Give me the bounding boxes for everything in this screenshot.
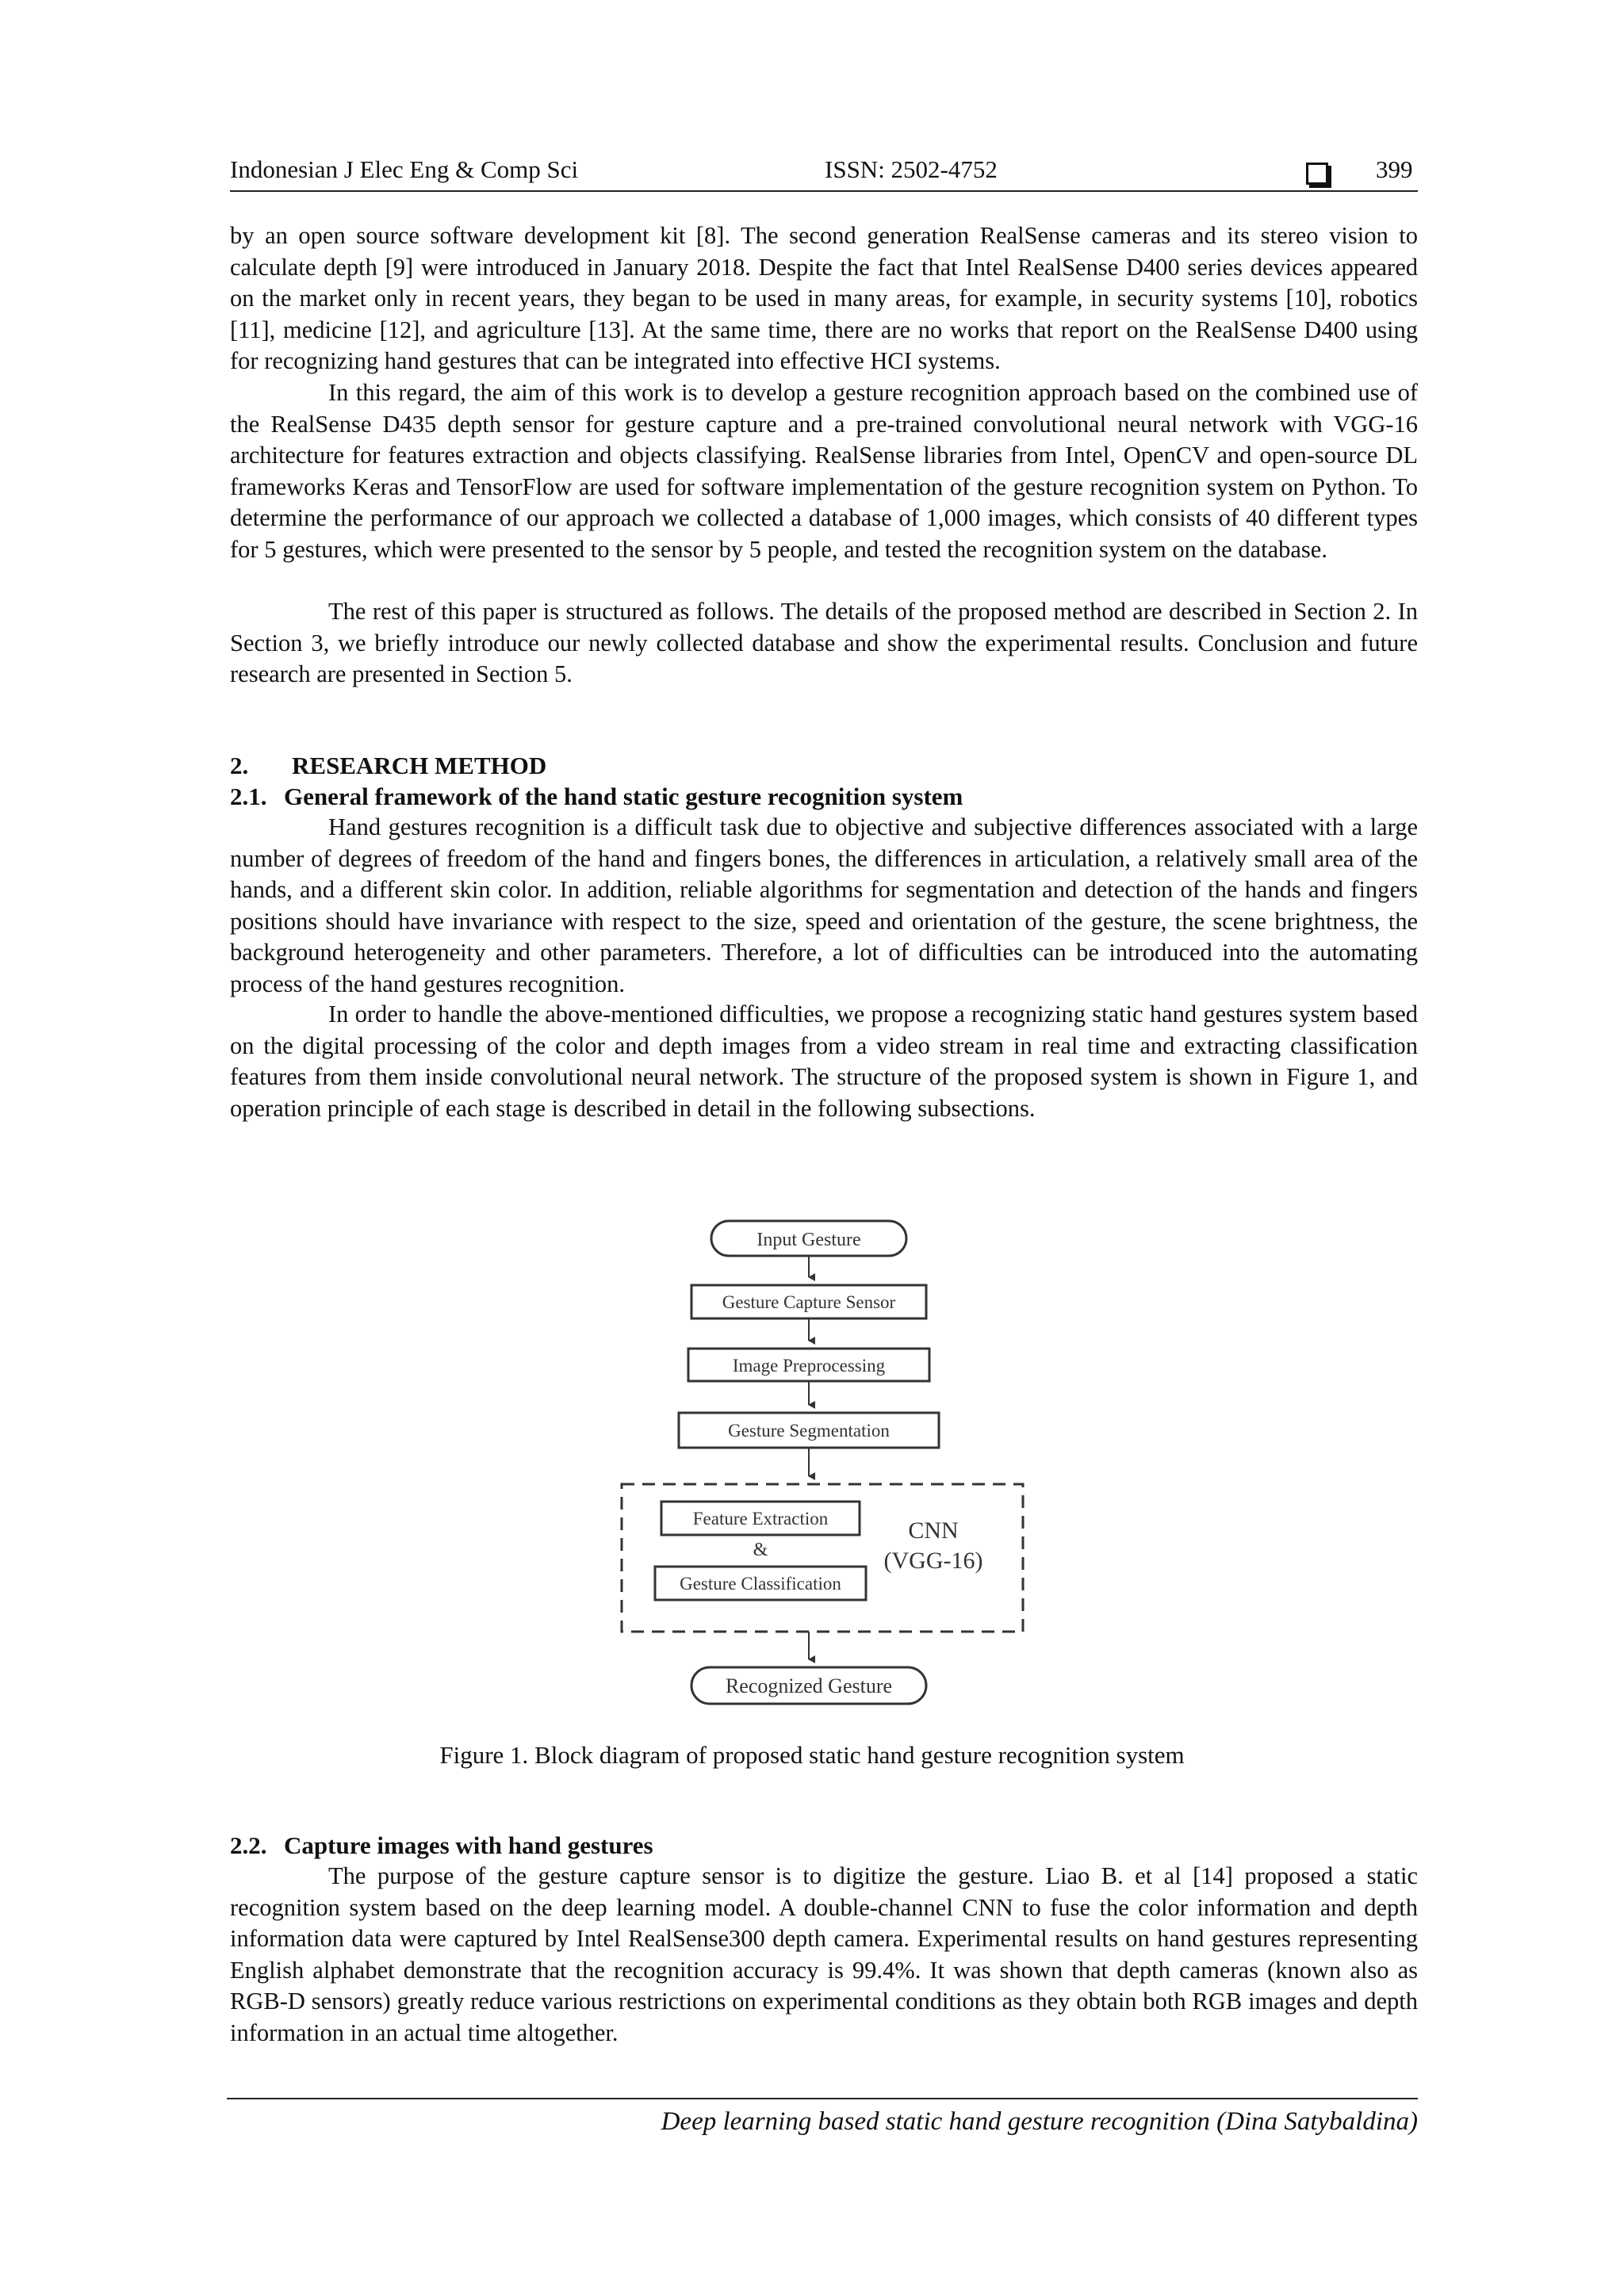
preprocessing-label: Image Preprocessing	[732, 1356, 886, 1376]
body-paragraph: by an open source software development kit [8]. The second generation RealSense cameras and its stereo vision to calculate depth [9] were introduced in January 2018. Despite the fact that Intel RealSense D400 series devices appeared on the market only in recent years, they began to be used in many areas, for example, in security systems [10], robotics [11], medicine [12], and agriculture [13]. At the same time, there are no works that report on the RealSense D400 using for recognizing hand gestures that can be integrated into effective HCI systems.	[230, 222, 1418, 375]
body-paragraph: The purpose of the gesture capture sensor is to digitize the gesture. Liao B. et al [14] proposed a static recognition system based on the deep learning model. A double-channel CNN to fuse the color information and depth information data were captured by Intel RealSense300 depth camera. Experimental results on hand gestures representing English alphabet demonstrate that the recognition accuracy is 99.4%. It was shown that depth cameras (known also as RGB-D sensors) greatly reduce various restrictions on experimental conditions as they obtain both RGB images and depth information in an actual time altogether.	[230, 1862, 1418, 2046]
subsection-heading	[230, 1831, 653, 1860]
subsection-title: Capture images with hand gestures	[284, 1831, 653, 1859]
recognized-gesture-label: Recognized Gesture	[725, 1674, 893, 1697]
checkbox-icon	[1306, 157, 1328, 186]
body-paragraph: Hand gestures recognition is a difficult task due to objective and subjective differences associated with a large number of degrees of freedom of the hand and fingers bones, the differences in articulation, a relatively small area of the hands, and a different skin color. In addition, reliable algorithms for segmentation and detection of the hands and fingers positions should have invariance with respect to the size, speed and orientation of the gesture, the scene brightness, the background heterogeneity and other parameters. Therefore, a lot of difficulties can be introduced into the automating process of the hand gestures recognition.	[230, 813, 1418, 997]
body-paragraph: In order to handle the above-mentioned difficulties, we propose a recognizing static hand gestures system based on the digital processing of the color and depth images from a video stream in real time and extracting classification features from them inside convolutional neural network. The structure of the proposed system is shown in Figure 1, and operation principle of each stage is described in detail in the following subsections.	[230, 1001, 1418, 1122]
segmentation-label: Gesture Segmentation	[728, 1421, 890, 1441]
capture-sensor-label: Gesture Capture Sensor	[722, 1292, 896, 1312]
cnn-arch-label: (VGG-16)	[883, 1548, 983, 1574]
running-footer: Deep learning based static hand gesture recognition (Dina Satybaldina)	[661, 2107, 1418, 2136]
subsection-number: 2.1.	[230, 783, 267, 810]
subsection-number: 2.2.	[230, 1831, 267, 1859]
ampersand-label: &	[753, 1540, 768, 1560]
footer-rule	[227, 2098, 1418, 2099]
running-header-journal: Indonesian J Elec Eng & Comp Sci	[230, 155, 579, 183]
header-rule	[230, 190, 1418, 192]
block-diagram	[611, 1205, 1039, 1712]
section-heading	[230, 752, 546, 780]
subsection-title: General framework of the hand static gesture recognition system	[284, 783, 963, 810]
body-paragraph: In this regard, the aim of this work is to develop a gesture recognition approach based on the combined use of the RealSense D435 depth sensor for gesture capture and a pre-trained convolutional neural network with VGG-16 architecture for features extraction and objects classifying. RealSense libraries from Intel, OpenCV and open-source DL frameworks Keras and TensorFlow are used for software implementation of the gesture recognition system on Python. To determine the performance of our approach we collected a database of 1,000 images, which consists of 40 different types for 5 gestures, which were presented to the sensor by 5 people, and tested the recognition system on the database.	[230, 379, 1418, 563]
running-header-issn: ISSN: 2502-4752	[825, 155, 998, 183]
classification-label: Gesture Classification	[680, 1574, 841, 1594]
input-gesture-label: Input Gesture	[756, 1230, 861, 1250]
figure-caption: Figure 1. Block diagram of proposed static hand gesture recognition system	[439, 1741, 1185, 1769]
section-number: 2.	[230, 752, 249, 779]
subsection-heading	[230, 783, 963, 811]
page-number: 399	[1376, 155, 1413, 183]
feature-extraction-label: Feature Extraction	[692, 1509, 829, 1529]
cnn-label: CNN	[908, 1517, 959, 1544]
section-title: RESEARCH METHOD	[292, 752, 547, 779]
body-paragraph: The rest of this paper is structured as follows. The details of the proposed method are described in Section 2. In Section 3, we briefly introduce our newly collected database and show the experimental results. Conclusion and future research are presented in Section 5.	[230, 598, 1418, 688]
